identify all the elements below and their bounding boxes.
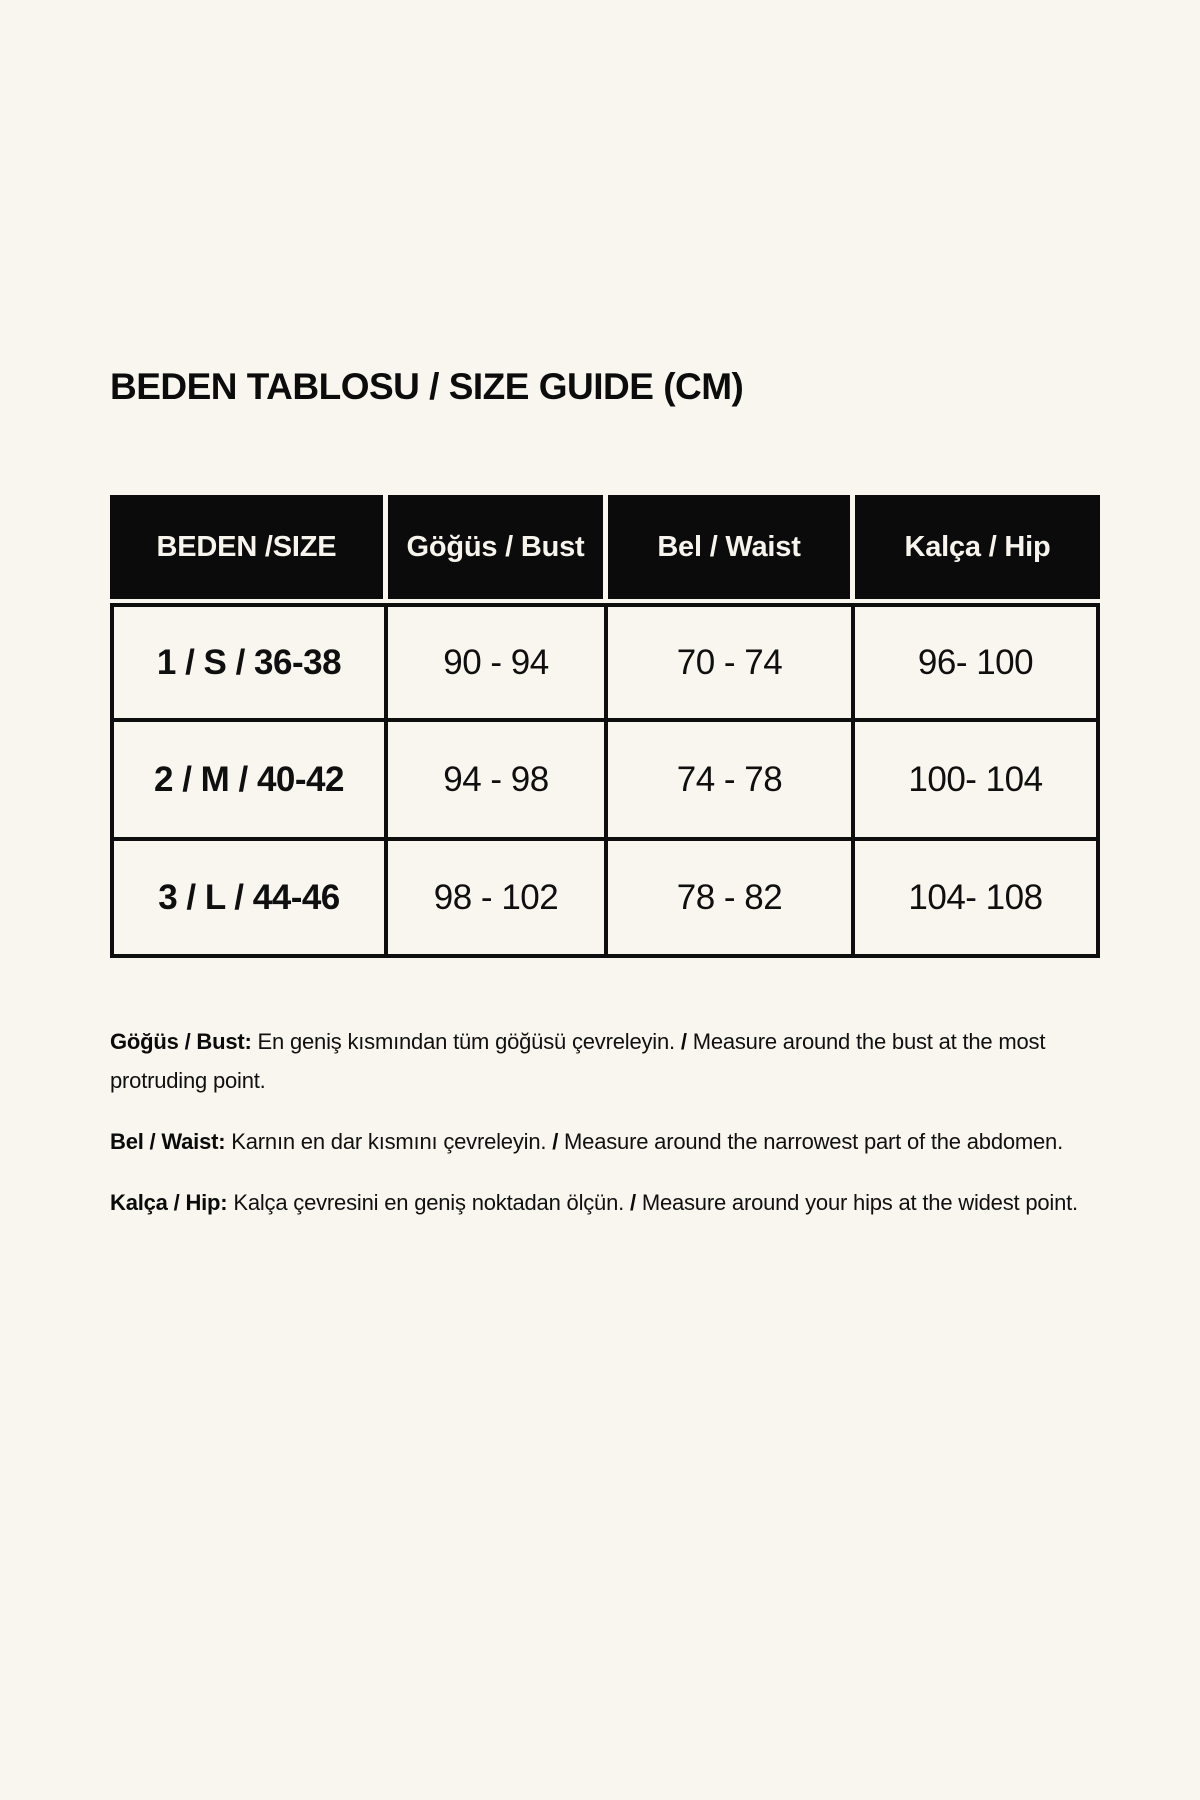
note-waist-tr: Karnın en dar kısmını çevreleyin. — [231, 1129, 547, 1154]
header-cell-bust: Göğüs / Bust — [388, 495, 608, 603]
cell-waist-row2: 74 - 78 — [608, 722, 855, 841]
note-bust-label: Göğüs / Bust: — [110, 1029, 252, 1054]
note-hip-tr: Kalça çevresini en geniş noktadan ölçün. — [233, 1190, 625, 1215]
note-waist — [110, 1122, 1085, 1161]
cell-bust-row1: 90 - 94 — [388, 603, 608, 722]
note-hip-separator: / — [629, 1190, 636, 1215]
note-waist-separator: / — [552, 1129, 559, 1154]
cell-hip-row1: 96- 100 — [855, 603, 1100, 722]
note-bust-separator: / — [680, 1029, 687, 1054]
cell-waist-row3: 78 - 82 — [608, 841, 855, 958]
header-cell-waist: Bel / Waist — [608, 495, 855, 603]
cell-hip-row2: 100- 104 — [855, 722, 1100, 841]
cell-waist-row1: 70 - 74 — [608, 603, 855, 722]
note-waist-en: Measure around the narrowest part of the abdomen. — [564, 1129, 1063, 1154]
note-hip — [110, 1183, 1085, 1222]
note-hip-en: Measure around your hips at the widest point. — [641, 1190, 1078, 1215]
cell-bust-row2: 94 - 98 — [388, 722, 608, 841]
note-hip-label: Kalça / Hip: — [110, 1190, 228, 1215]
cell-bust-row3: 98 - 102 — [388, 841, 608, 958]
cell-hip-row3: 104- 108 — [855, 841, 1100, 958]
measurement-notes — [110, 1022, 1085, 1244]
cell-size-row3: 3 / L / 44-46 — [110, 841, 388, 958]
page-title: BEDEN TABLOSU / SIZE GUIDE (CM) — [110, 366, 744, 407]
note-waist-label: Bel / Waist: — [110, 1129, 226, 1154]
cell-size-row1: 1 / S / 36-38 — [110, 603, 388, 722]
size-guide-table — [110, 495, 1100, 958]
note-bust — [110, 1022, 1085, 1100]
header-cell-size: BEDEN /SIZE — [110, 495, 388, 603]
note-bust-tr: En geniş kısmından tüm göğüsü çevreleyin. — [257, 1029, 675, 1054]
note-bust-en: Measure around the bust at the most protruding point. — [110, 1029, 1046, 1093]
header-cell-hip: Kalça / Hip — [855, 495, 1100, 603]
cell-size-row2: 2 / M / 40-42 — [110, 722, 388, 841]
